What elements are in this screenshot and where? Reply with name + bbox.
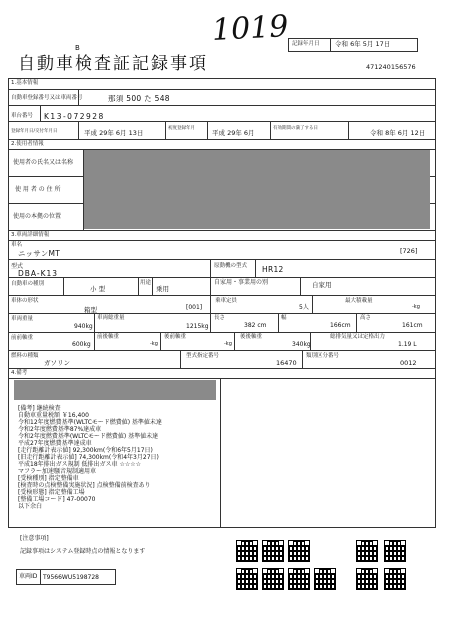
notes-heading: [注意事項]: [20, 535, 49, 542]
vehicle-id-label: 車両ID: [19, 573, 38, 580]
rear-rear-axle-value: 340kg: [292, 341, 311, 348]
business-value: 自家用: [312, 281, 332, 289]
remark-line: [受検種別] 指定整備車: [18, 475, 79, 482]
use-label: 用途: [140, 280, 152, 286]
height-value: 161cm: [402, 322, 423, 329]
qr-code: [356, 540, 378, 562]
section3-heading: 3.車両詳細情報: [11, 232, 50, 238]
length-label: 長さ: [214, 315, 226, 321]
remark-line: [備考] 継続検査: [18, 405, 61, 412]
capacity-label: 乗車定員: [215, 298, 238, 304]
model-value: DBA-K13: [18, 269, 59, 278]
width-label: 幅: [281, 315, 287, 321]
reg-number-value: 那須 500 た 548: [108, 94, 170, 103]
remark-line: 令和2年度燃費基準(WLTCモード燃費値) 基準値未達: [18, 433, 159, 440]
chassis-value: K13-072928: [44, 112, 105, 121]
remark-line: 自動車重量税額 ￥16,400: [18, 412, 89, 419]
body-code: [001]: [186, 304, 203, 311]
section1-heading: 1.基本情報: [11, 80, 39, 86]
qr-code: [314, 568, 336, 590]
qr-code: [262, 540, 284, 562]
type-approval-value: 16470: [276, 359, 297, 367]
body-label: 車体の形状: [11, 298, 39, 304]
user-name-label: 使用者の氏名又は名称: [13, 159, 74, 166]
car-name-label: 車名: [11, 242, 23, 248]
qr-code: [288, 568, 310, 590]
weight-label: 車両重量: [11, 316, 34, 322]
remark-line: [検査時の点検整備実施状況] 点検整備前検査あり: [18, 482, 151, 489]
handwritten-number: 1019: [211, 9, 290, 48]
document-number: 471240156576: [366, 63, 416, 71]
chassis-label: 車台番号: [11, 113, 34, 119]
remark-line: マフラー加速騒音規制適用車: [18, 468, 97, 475]
expiry-value: 令和 8年 6月 12日: [370, 129, 426, 137]
height-label: 高さ: [360, 315, 372, 321]
base-location-label: 使用の本拠の位置: [13, 213, 62, 220]
capacity-value: 5人: [299, 304, 309, 311]
front-front-axle-value: 600kg: [72, 341, 91, 348]
front-front-axle-label: 前前軸重: [11, 335, 34, 341]
model-label: 型式: [11, 263, 24, 270]
reg-number-label: 自動車登録番号又は車両番号: [11, 95, 83, 101]
remark-line: [走行距離計表示値] 92,300km(令和6年5月17日): [18, 447, 153, 454]
fuel-label: 燃料の種類: [11, 353, 39, 359]
remark-line: [旧走行距離計表示値] 74,300km(令和4年3月27日): [18, 454, 159, 461]
category-label: 類別区分番号: [306, 353, 340, 359]
section2-heading: 2.使用者情報: [11, 141, 44, 147]
notes-text: 記録事項はシステム登録時点の情報となります: [20, 548, 146, 555]
page-title: 自動車検査証記録事項: [18, 54, 208, 74]
redacted-remarks: [14, 380, 216, 400]
section4-heading: 4.備考: [11, 370, 28, 376]
remark-line: 令和2年度燃費基準87%達成車: [18, 426, 102, 433]
redacted-user-info: [84, 150, 430, 229]
remark-line: 以下余白: [18, 503, 43, 510]
gross-value: 1215kg: [186, 323, 209, 330]
first-reg-value: 平成 29年 6月: [212, 129, 255, 137]
first-reg-label: 初度登録年月: [168, 126, 195, 131]
reg-date-value: 平成 29年 6月 13日: [84, 129, 144, 137]
qr-code: [356, 568, 378, 590]
weight-value: 940kg: [74, 323, 93, 330]
user-address-label: 使 用 者 の 住 所: [15, 186, 61, 193]
engine-value: HR12: [262, 265, 284, 274]
remark-line: 平成18年排出ガス規制 低排出ガス車 ☆☆☆☆: [18, 461, 141, 468]
qr-code: [384, 568, 406, 590]
qr-code: [288, 540, 310, 562]
displacement-value: 1.19 L: [398, 341, 417, 348]
remark-line: [整備工場コード] 47-00070: [18, 496, 96, 503]
rear-front-axle-label: 後前軸重: [164, 334, 187, 340]
remark-line: [受検形態] 指定整備工場: [18, 489, 85, 496]
rear-front-axle-value: -kg: [224, 341, 232, 347]
gross-label: 車両総重量: [97, 315, 125, 321]
type-approval-label: 型式指定番号: [186, 353, 220, 359]
category-value: 0012: [400, 359, 417, 367]
kind-value: 小 型: [90, 285, 106, 293]
header-mark: B: [75, 44, 80, 52]
front-rear-axle-label: 前後軸重: [97, 334, 120, 340]
rear-rear-axle-label: 後後軸重: [240, 334, 263, 340]
max-load-label: 最大積載量: [345, 298, 373, 304]
reg-date-label: 登録年月日/交付年月日: [11, 129, 58, 134]
vehicle-id-value: T9566WU5198728: [43, 574, 99, 581]
engine-label: 原動機の型式: [214, 263, 248, 269]
qr-code: [262, 568, 284, 590]
width-value: 166cm: [330, 322, 351, 329]
displacement-label: 総排気量又は定格出力: [330, 334, 386, 340]
front-rear-axle-value: -kg: [150, 341, 158, 347]
body-value: 箱型: [84, 306, 97, 314]
length-value: 382 cm: [244, 322, 267, 329]
qr-code: [236, 540, 258, 562]
expiry-label: 有効期間の満了する日: [273, 126, 318, 131]
kind-label: 自動車の種別: [11, 281, 45, 287]
qr-code: [384, 540, 406, 562]
car-name-value: ニッサンMT: [18, 249, 61, 258]
max-load-value: -kg: [412, 304, 420, 310]
business-label: 自家用・事業用の別: [214, 279, 269, 286]
record-date-label: 記録年月日: [292, 41, 320, 47]
car-name-code: [726]: [400, 247, 418, 255]
remark-line: 平成27年度燃費基準達成車: [18, 440, 92, 447]
qr-code: [236, 568, 258, 590]
fuel-value: ガソリン: [44, 359, 70, 367]
remark-line: 令和12年度燃費基準(WLTCモード燃費値) 基準値未達: [18, 419, 162, 426]
record-date-value: 令和 6年 5月 17日: [335, 40, 391, 48]
use-value: 乗用: [156, 285, 169, 293]
